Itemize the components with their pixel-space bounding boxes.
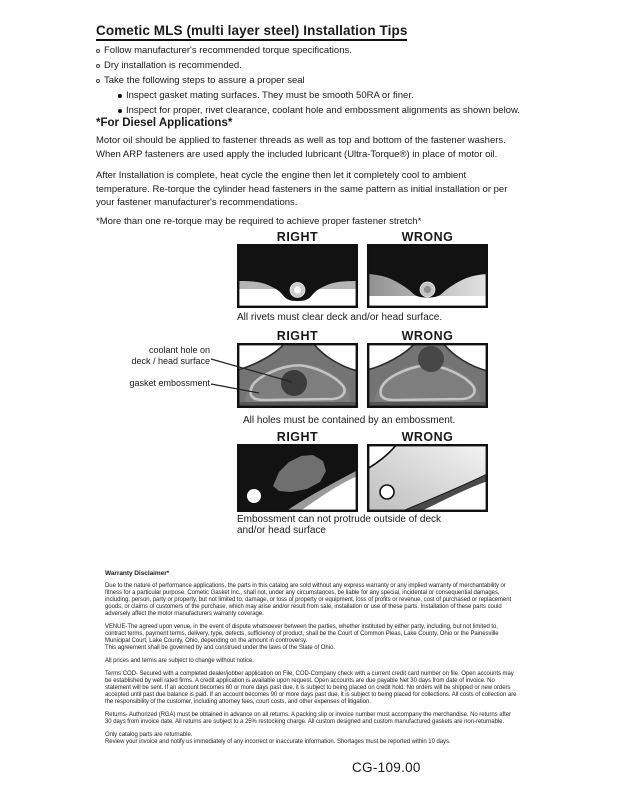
coolant-hole-label-line1: coolant hole on	[148, 345, 210, 355]
legal-section	[105, 570, 518, 746]
diesel-applications-heading: *For Diesel Applications*	[96, 117, 233, 129]
diesel-paragraph: Motor oil should be applied to fastener threads as well as top and bottom of the fastener washers. When ARP fasteners are used apply the included lubricant (Ultra-Torque®) in place of motor oil.	[96, 135, 506, 160]
circle-bullet-icon	[96, 79, 100, 83]
dot-bullet-icon	[118, 109, 122, 113]
list-item	[96, 90, 526, 105]
coolant-hole-label	[114, 345, 210, 367]
protrusion-right-diagram	[237, 444, 358, 512]
list-item	[96, 75, 526, 90]
list-item	[96, 45, 526, 60]
rivet-right-diagram	[237, 244, 358, 308]
bullet-text: Inspect for proper, rivet clearance, coolant hole and embossment alignments as shown below.	[126, 105, 520, 116]
bullet-text: Take the following steps to assure a proper seal	[104, 75, 305, 86]
protrusion-wrong-art	[367, 444, 488, 512]
right-label: RIGHT	[276, 329, 319, 343]
page-title: Cometic MLS (multi layer steel) Installation Tips	[96, 23, 407, 41]
bullet-text: Inspect gasket mating surfaces. They must be smooth 50RA or finer.	[126, 90, 414, 101]
bullet-text: Follow manufacturer's recommended torque specifications.	[104, 45, 352, 56]
protrusion-right-art	[237, 444, 358, 512]
protrusion-caption-line1: Embossment can not protrude outside of deck	[237, 514, 442, 525]
retorque-note: *More than one re-torque may be required to achieve proper fastener stretch*	[96, 216, 422, 227]
rivet-caption: All rivets must clear deck and/or head surface.	[237, 312, 443, 323]
circle-bullet-icon	[96, 49, 100, 53]
legal-paragraph: Review your invoice and notify us immediately of any incorrect or inaccurate information. Shortages must be reported within 10 days.	[105, 739, 451, 745]
list-item	[96, 60, 526, 75]
wrong-label: WRONG	[401, 230, 454, 244]
protrusion-wrong-diagram	[367, 444, 488, 512]
coolant-hole-label-line2: deck / head surface	[131, 356, 210, 366]
circle-bullet-icon	[96, 64, 100, 68]
wrong-label: WRONG	[401, 329, 454, 343]
rivet-wrong-diagram	[367, 244, 488, 308]
legal-paragraph: Only catalog parts are returnable.	[105, 732, 193, 738]
bullet-text: Dry installation is recommended.	[104, 60, 242, 71]
rivet-right-art	[237, 244, 358, 308]
leader-lines	[206, 352, 298, 400]
warranty-disclaimer-heading: Warranty Disclaimer*	[105, 570, 170, 577]
legal-paragraph: Terms COD- Secured with a completed dealer/jobber application on File, COD-Company check with a current credit card number on file. Open accounts may be established by well rated firms. A credit application is available upon request. Open accounts are due payable Net 30 days from date of invoice. No statement will be sent. If an account becomes 60 or more days past due, it is subject to being placed on credit hold. No orders will be shipped or new orders accepted until past due balance is paid. If an account becomes 90 or more days past due, it is subject to being placed for collections. All costs of collection are the responsibility of the customer, including attorney fees, court costs, and other expenses of litigation.	[105, 671, 517, 705]
wrong-label: WRONG	[401, 430, 454, 444]
legal-paragraph: Returns- Authorized (RGA) must be obtained in advance on all returns. A packing slip or invoice number must accompany the merchandise. No returns after 30 days from invoice date. All returns are subject to a 25% restocking charge. All custom designed and custom manufactured gaskets are non-returnable.	[105, 712, 511, 725]
embossment-wrong-art	[367, 343, 488, 408]
legal-paragraph: Due to the nature of performance applications, the parts in this catalog are sold without any express warranty or any implied warranty of merchantability or fitness for a particular purpose. Cometic Gasket Inc., shall not, under any circumstances, be liable for any special, incidental or consequential damages, including, person, party or property, but not limited to, damage, or loss of property or equipment, loss of profits or revenue, cost of purchased or replacement goods, or claims of customers of the purchase, which may arise and/or result from sale, installation or use of these parts. Installation of these parts could adversely affect the motor manufacturers warranty coverage.	[105, 583, 512, 617]
diesel-paragraph: After Installation is complete, heat cycle the engine then let it completely cool to ambient temperature. Re-torque the cylinder head fasteners in the same pattern as initial installation or per your fastener manufacturer's recommendations.	[96, 170, 508, 208]
embossment-wrong-diagram	[367, 343, 488, 408]
gasket-embossment-label: gasket embossment	[129, 378, 210, 388]
dot-bullet-icon	[118, 94, 122, 98]
legal-paragraph: This agreement shall be governed by and construed under the laws of the State of Ohio.	[105, 645, 335, 651]
protrusion-caption-line2: and/or head surface	[237, 525, 326, 536]
rivet-wrong-art	[367, 244, 488, 308]
right-label: RIGHT	[276, 230, 319, 244]
tips-bullet-list	[96, 45, 526, 120]
legal-paragraph: All prices and terms are subject to change without notice.	[105, 658, 254, 664]
legal-paragraph: VENUE-The agreed upon venue, in the event of dispute whatsoever between the parties, whether instituted by either party, including, but not limited to, contract terms, payment terms, delivery, type, defects, sufficiency of product, shall be the Court of Common Pleas, Lake County, Ohio or the Painesville Municipal Court, Lake County, Ohio, depending on the amount in controversy.	[105, 624, 499, 644]
right-label: RIGHT	[276, 430, 319, 444]
page-number: CG-109.00	[352, 760, 421, 775]
embossment-caption: All holes must be contained by an embossment.	[243, 415, 456, 426]
